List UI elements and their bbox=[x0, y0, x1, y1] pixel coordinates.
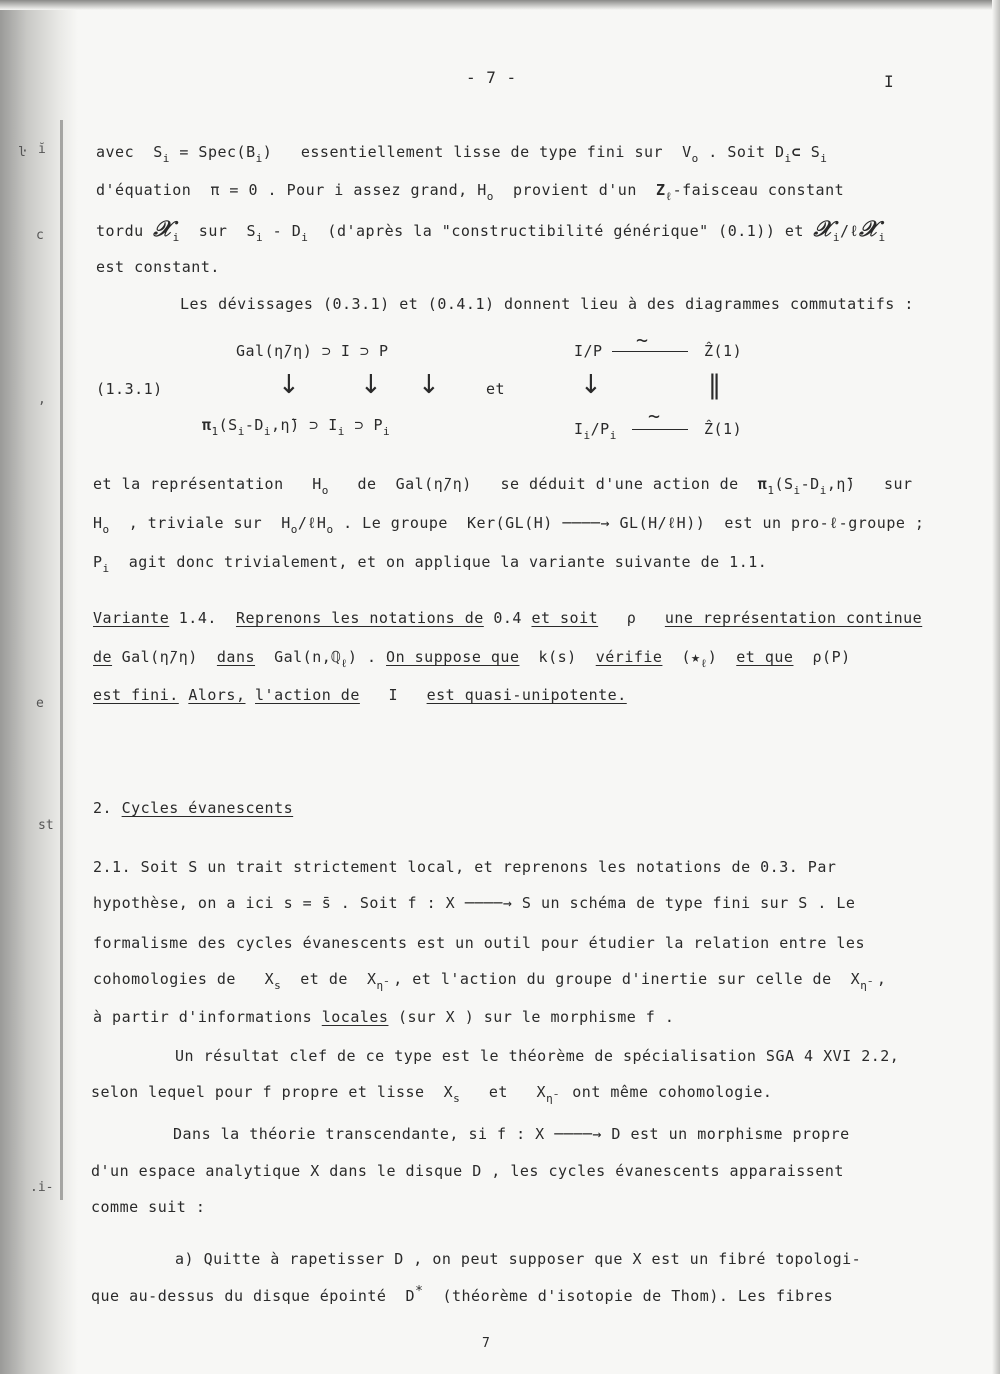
binding-line bbox=[60, 120, 63, 1200]
horizontal-line bbox=[612, 351, 688, 352]
page-number-header: - 7 - bbox=[466, 68, 517, 87]
margin-fragment: ĭ bbox=[38, 142, 46, 157]
diagram-bottom-left: $\pi_1(S_i-D_i,\etā)$ ⊃ $I_i$ ⊃ $P_i$ bbox=[202, 416, 391, 438]
p1-line3: tordu 𝒳$_i$ sur $S_i - D_i$ (d'après la "constructibilité générique" (0.1)) et 𝒳$_i$/ℓ𝒳$_i$ bbox=[96, 216, 886, 244]
down-arrow-icon: ↓ bbox=[580, 370, 602, 400]
p1-line4: est constant. bbox=[96, 258, 220, 276]
tilde-icon: ~ bbox=[636, 328, 649, 352]
p3-line2: $H_o$ , triviale sur $H_o/\ell H_o$ . Le groupe Ker(GL(H) ────→ GL(H/ℓH)) est un pro-ℓ-groupe ; bbox=[93, 514, 925, 536]
p3-line1: et la représentation $H_o$ de Gal(η̄/η) se déduit d'une action de $\pi_1(S_i-D_i,\etā)$ sur bbox=[93, 475, 913, 497]
binding-shadow bbox=[0, 0, 78, 1374]
p1-line1: avec $S_i$ = $Spec(B_i)$ essentiellement lisse de type fini sur $V_o$ . Soit $D_i\subset$ $S_i$ bbox=[96, 143, 828, 165]
diagram-bottom-right-left: $I_i/P_i$ bbox=[574, 420, 617, 442]
tilde-icon: ~ bbox=[648, 404, 661, 428]
p2-line: Les dévissages (0.3.1) et (0.4.1) donnent lieu à des diagrammes commutatifs : bbox=[180, 295, 914, 313]
top-edge-shadow bbox=[0, 0, 1000, 10]
s21-line1: 2.1. Soit S un trait strictement local, et reprenons les notations de 0.3. Par bbox=[93, 858, 837, 876]
diagram-top-left: Gal(η̄/η) ⊃ I ⊃ P bbox=[236, 342, 389, 360]
margin-fragment: .i- bbox=[30, 1180, 54, 1195]
p6-line2: d'un espace analytique X dans le disque D , les cycles évanescents apparaissent bbox=[91, 1162, 844, 1180]
p3-line3: $P_i$ agit donc trivialement, et on applique la variante suivante de 1.1. bbox=[93, 553, 768, 575]
diagram-top-right-left: I/P bbox=[574, 342, 603, 360]
p5-line2: selon lequel pour f propre et lisse $X_s$ et $X_{\etā}$ ont même cohomologie. bbox=[91, 1083, 773, 1105]
variante-line1: Variante 1.4. Reprenons les notations de 0.4 et soit ρ une représentation continue bbox=[93, 609, 923, 627]
diagram-top-right-right: Ẑ(1) bbox=[704, 342, 743, 360]
variante-line3: est fini. Alors, l'action de I est quasi-unipotente. bbox=[93, 686, 627, 704]
right-edge-shadow bbox=[992, 0, 1000, 1374]
down-arrow-icon: ↓ bbox=[360, 370, 382, 400]
s21-line3: formalisme des cycles évanescents est un outil pour étudier la relation entre les bbox=[93, 934, 865, 952]
margin-fragment: ŀ bbox=[18, 145, 26, 160]
margin-fragment: , bbox=[38, 392, 46, 407]
p1-line2: d'équation π = 0 . Pour i assez grand, $H_o$ provient d'un $Z_\ell$-faisceau constant bbox=[96, 181, 845, 203]
diagram-bottom-right-right: Ẑ(1) bbox=[704, 420, 743, 438]
equals-vertical-icon: ‖ bbox=[708, 370, 721, 400]
down-arrow-icon: ↓ bbox=[278, 370, 300, 400]
section-heading: 2. Cycles évanescents bbox=[93, 799, 294, 817]
p7-line2: que au-dessus du disque épointé D* (théorème d'isotopie de Thom). Les fibres bbox=[91, 1284, 834, 1305]
diagram-label: (1.3.1) bbox=[96, 380, 163, 398]
p5-line1: Un résultat clef de ce type est le théorème de spécialisation SGA 4 XVI 2.2, bbox=[175, 1047, 900, 1065]
chapter-marker: I bbox=[884, 72, 895, 91]
s21-line4: cohomologies de $X_s$ et de $X_{\etā}$ , et l'action du groupe d'inertie sur celle de $X_{\etā}$ , bbox=[93, 970, 887, 992]
variante-line2: de Gal(η̄/η) dans Gal(n,ℚ$_\ell$) . On suppose que k(s) vérifie $(★_\ell)$ et que ρ(P) bbox=[93, 648, 851, 670]
margin-fragment: c bbox=[36, 228, 44, 243]
diagram-et: et bbox=[486, 380, 506, 398]
margin-fragment: e bbox=[36, 696, 44, 711]
p7-line1: a) Quitte à rapetisser D , on peut supposer que X est un fibré topologi- bbox=[175, 1250, 862, 1268]
horizontal-line bbox=[632, 429, 688, 430]
p6-line1: Dans la théorie transcendante, si f : X ────→ D est un morphisme propre bbox=[173, 1125, 850, 1143]
down-arrow-icon: ↓ bbox=[418, 370, 440, 400]
s21-line5: à partir d'informations locales (sur X ) sur le morphisme f . bbox=[93, 1008, 675, 1026]
s21-line2: hypothèse, on a ici s = s̄ . Soit f : X ────→ S un schéma de type fini sur S . Le bbox=[93, 894, 856, 912]
footer-page-number: 7 bbox=[482, 1336, 491, 1351]
p6-line3: comme suit : bbox=[91, 1198, 206, 1216]
margin-fragment: st bbox=[38, 818, 54, 833]
